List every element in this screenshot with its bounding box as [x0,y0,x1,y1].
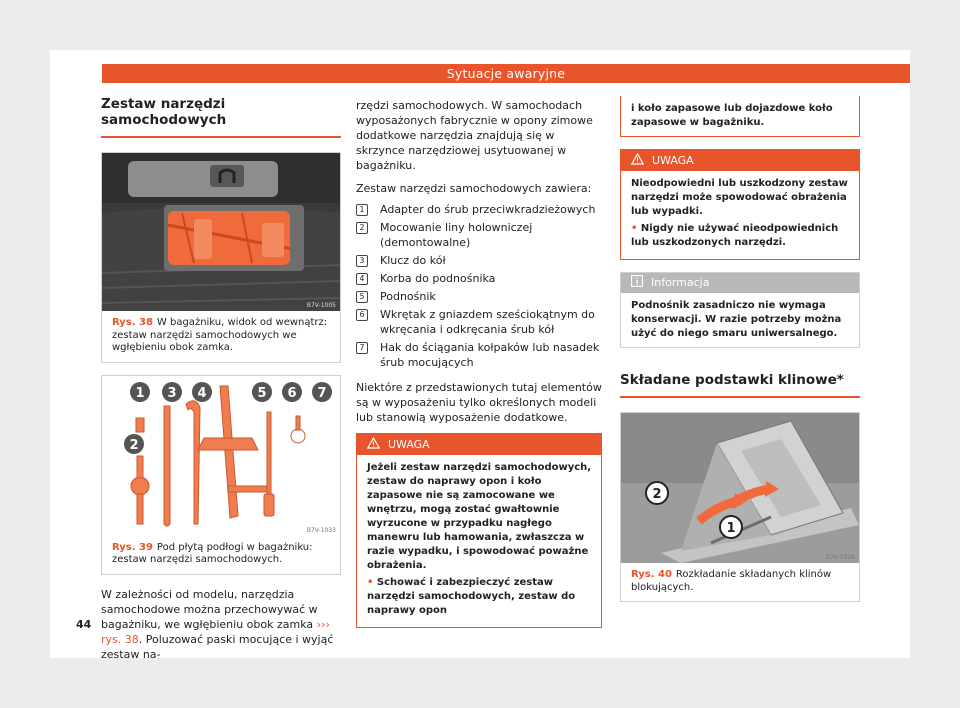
figure-40 [620,412,860,602]
callout-1: 1 [135,385,145,401]
trunk-toolkit-image [102,153,340,311]
warning-continuation-text: i koło zapasowe lub dojazdowe koło zapasowe w bagażniku. [631,103,833,128]
section-title-wheel-chocks: Składane podstawki klinowe* [620,372,860,398]
figure-38 [101,152,341,363]
column-right [620,96,860,602]
warning-box-cont [620,96,860,137]
figure-code: B7V-1005 [306,302,336,309]
list-item [356,271,602,286]
item-text: Wkrętak z gniazdem sześciokątnym do wkręcania i odkręcania śrub kół [380,308,595,336]
item-text: Mocowanie liny holowniczej (demontowalne) [380,221,533,249]
item-text: Hak do ściągania kołpaków lub nasadek śrub mocujących [380,341,600,369]
figure-38-caption [102,311,340,362]
list-item [356,253,602,268]
callout-1: 1 [726,521,736,536]
ref-arrows: ››› [316,617,330,631]
warning-bullet-text: Schować i zabezpieczyć zestaw narzędzi samochodowych, zestaw do naprawy opon [367,577,576,616]
toolkit-paragraph-text: W zależności od modelu, narzędzia samochodowe można przechowywać w bagażniku, we wgłębieniu obok zamka [101,587,318,631]
warning-body [357,455,601,627]
bullet-icon: • [631,223,638,234]
manual-page [50,50,910,661]
warning-body [621,171,859,259]
figure-code: B7V-1033 [306,526,336,534]
list-item [356,202,602,217]
figure-39 [101,375,341,575]
column-left [101,96,341,662]
bullet-icon: • [367,577,374,588]
callout-3: 3 [167,385,177,401]
item-text: Klucz do kół [380,254,446,267]
warning-box-toolkit [356,433,602,628]
warning-bullet-text: Nigdy nie używać nieodpowiednich lub uszkodzonych narzędzi. [631,223,839,248]
list-item [356,340,602,370]
warning-header [357,434,601,455]
callout-4: 4 [197,385,207,401]
info-text: Podnośnik zasadniczo nie wymaga konserwacji. W razie potrzeby można użyć do niego smaru uniwersalnego. [631,300,842,339]
item-text: Korba do podnośnika [380,272,496,285]
figure-40-caption [621,563,859,601]
warning-triangle-icon [631,153,644,165]
item-text: Adapter do śrub przeciwkradzieżowych [380,203,596,216]
toolkit-contents-intro: Zestaw narzędzi samochodowych zawiera: [356,182,592,195]
item-number: 5 [356,291,368,303]
item-number: 2 [356,222,368,234]
warning-triangle-icon [367,437,380,449]
wheel-chocks-image [621,413,859,563]
callout-7: 7 [317,385,327,401]
figure-38-label: Rys. 38 [112,317,153,328]
callout-5: 5 [257,385,267,401]
item-number: 6 [356,309,368,321]
toolkit-paragraph [101,587,341,662]
callout-6: 6 [287,385,297,401]
warning-title: UWAGA [652,154,694,167]
figure-39-caption-text: Pod płytą podłogi w bagażniku: zestaw narzędzi samochodowych. [112,541,313,565]
figure-40-label: Rys. 40 [631,569,672,580]
warning-text: Jeżeli zestaw narzędzi samochodowych, zestaw do naprawy opon i koło zapasowe nie są zamocowane we wnętrzu, mogą zostać gwałtownie wyrzucone w przypadku nagłego manewru lub hamowania, zwłaszcza w razie wypadku, i spowodować poważne obrażenia. [367,462,592,571]
toolkit-items-list [356,202,602,370]
column-middle [356,98,602,628]
warning-header [621,150,859,171]
item-number: 3 [356,255,368,267]
item-number: 4 [356,273,368,285]
figure-38-link[interactable]: rys. 38 [101,632,139,646]
warning-bullet [631,222,851,250]
item-text: Podnośnik [380,290,436,303]
toolkit-paragraph-cont: rzędzi samochodowych. W samochodach wyposażonych fabrycznie w opony zimowe dodatkowe narzędzia znajdują się w skrzynce narzędziowej usytuowanej w bagażniku. [356,99,593,172]
item-number: 7 [356,342,368,354]
warning-bullet [367,576,593,618]
page-number: 44 [76,618,92,631]
list-item [356,307,602,337]
figure-39-label: Rys. 39 [112,541,153,553]
figure-38-caption-text: W bagażniku, widok od wewnątrz: zestaw narzędzi samochodowych we wgłębieniu obok zamka. [112,317,328,353]
warning-text: Nieodpowiedni lub uszkodzony zestaw narzędzi może spowodować obrażenia lub wypadki. [631,178,848,217]
info-icon [631,275,643,287]
toolkit-paragraph-end: . Poluzować paski mocujące i wyjąć zestaw na- [101,632,334,661]
info-header [621,273,859,293]
callout-2: 2 [652,487,662,502]
figure-39-caption [102,536,340,574]
warning-box-tools [620,149,860,260]
callout-2: 2 [129,437,139,453]
info-title: Informacja [651,276,710,289]
list-item [356,289,602,304]
optional-equipment-note: Niektóre z przedstawionych tutaj elementów są w wyposażeniu tylko określonych modeli lub stanowią wyposażenie dodatkowe. [356,381,602,424]
info-box [620,272,860,348]
warning-title: UWAGA [388,438,430,451]
item-number: 1 [356,204,368,216]
figure-40-caption-text: Rozkładanie składanych klinów blokujących. [631,569,832,593]
tools-illustration [102,376,340,536]
chapter-header: Sytuacje awaryjne [102,64,910,83]
list-item [356,220,602,250]
figure-code: B7V-1018 [825,554,855,561]
section-title-toolkit: Zestaw narzędzi samochodowych [101,96,341,138]
